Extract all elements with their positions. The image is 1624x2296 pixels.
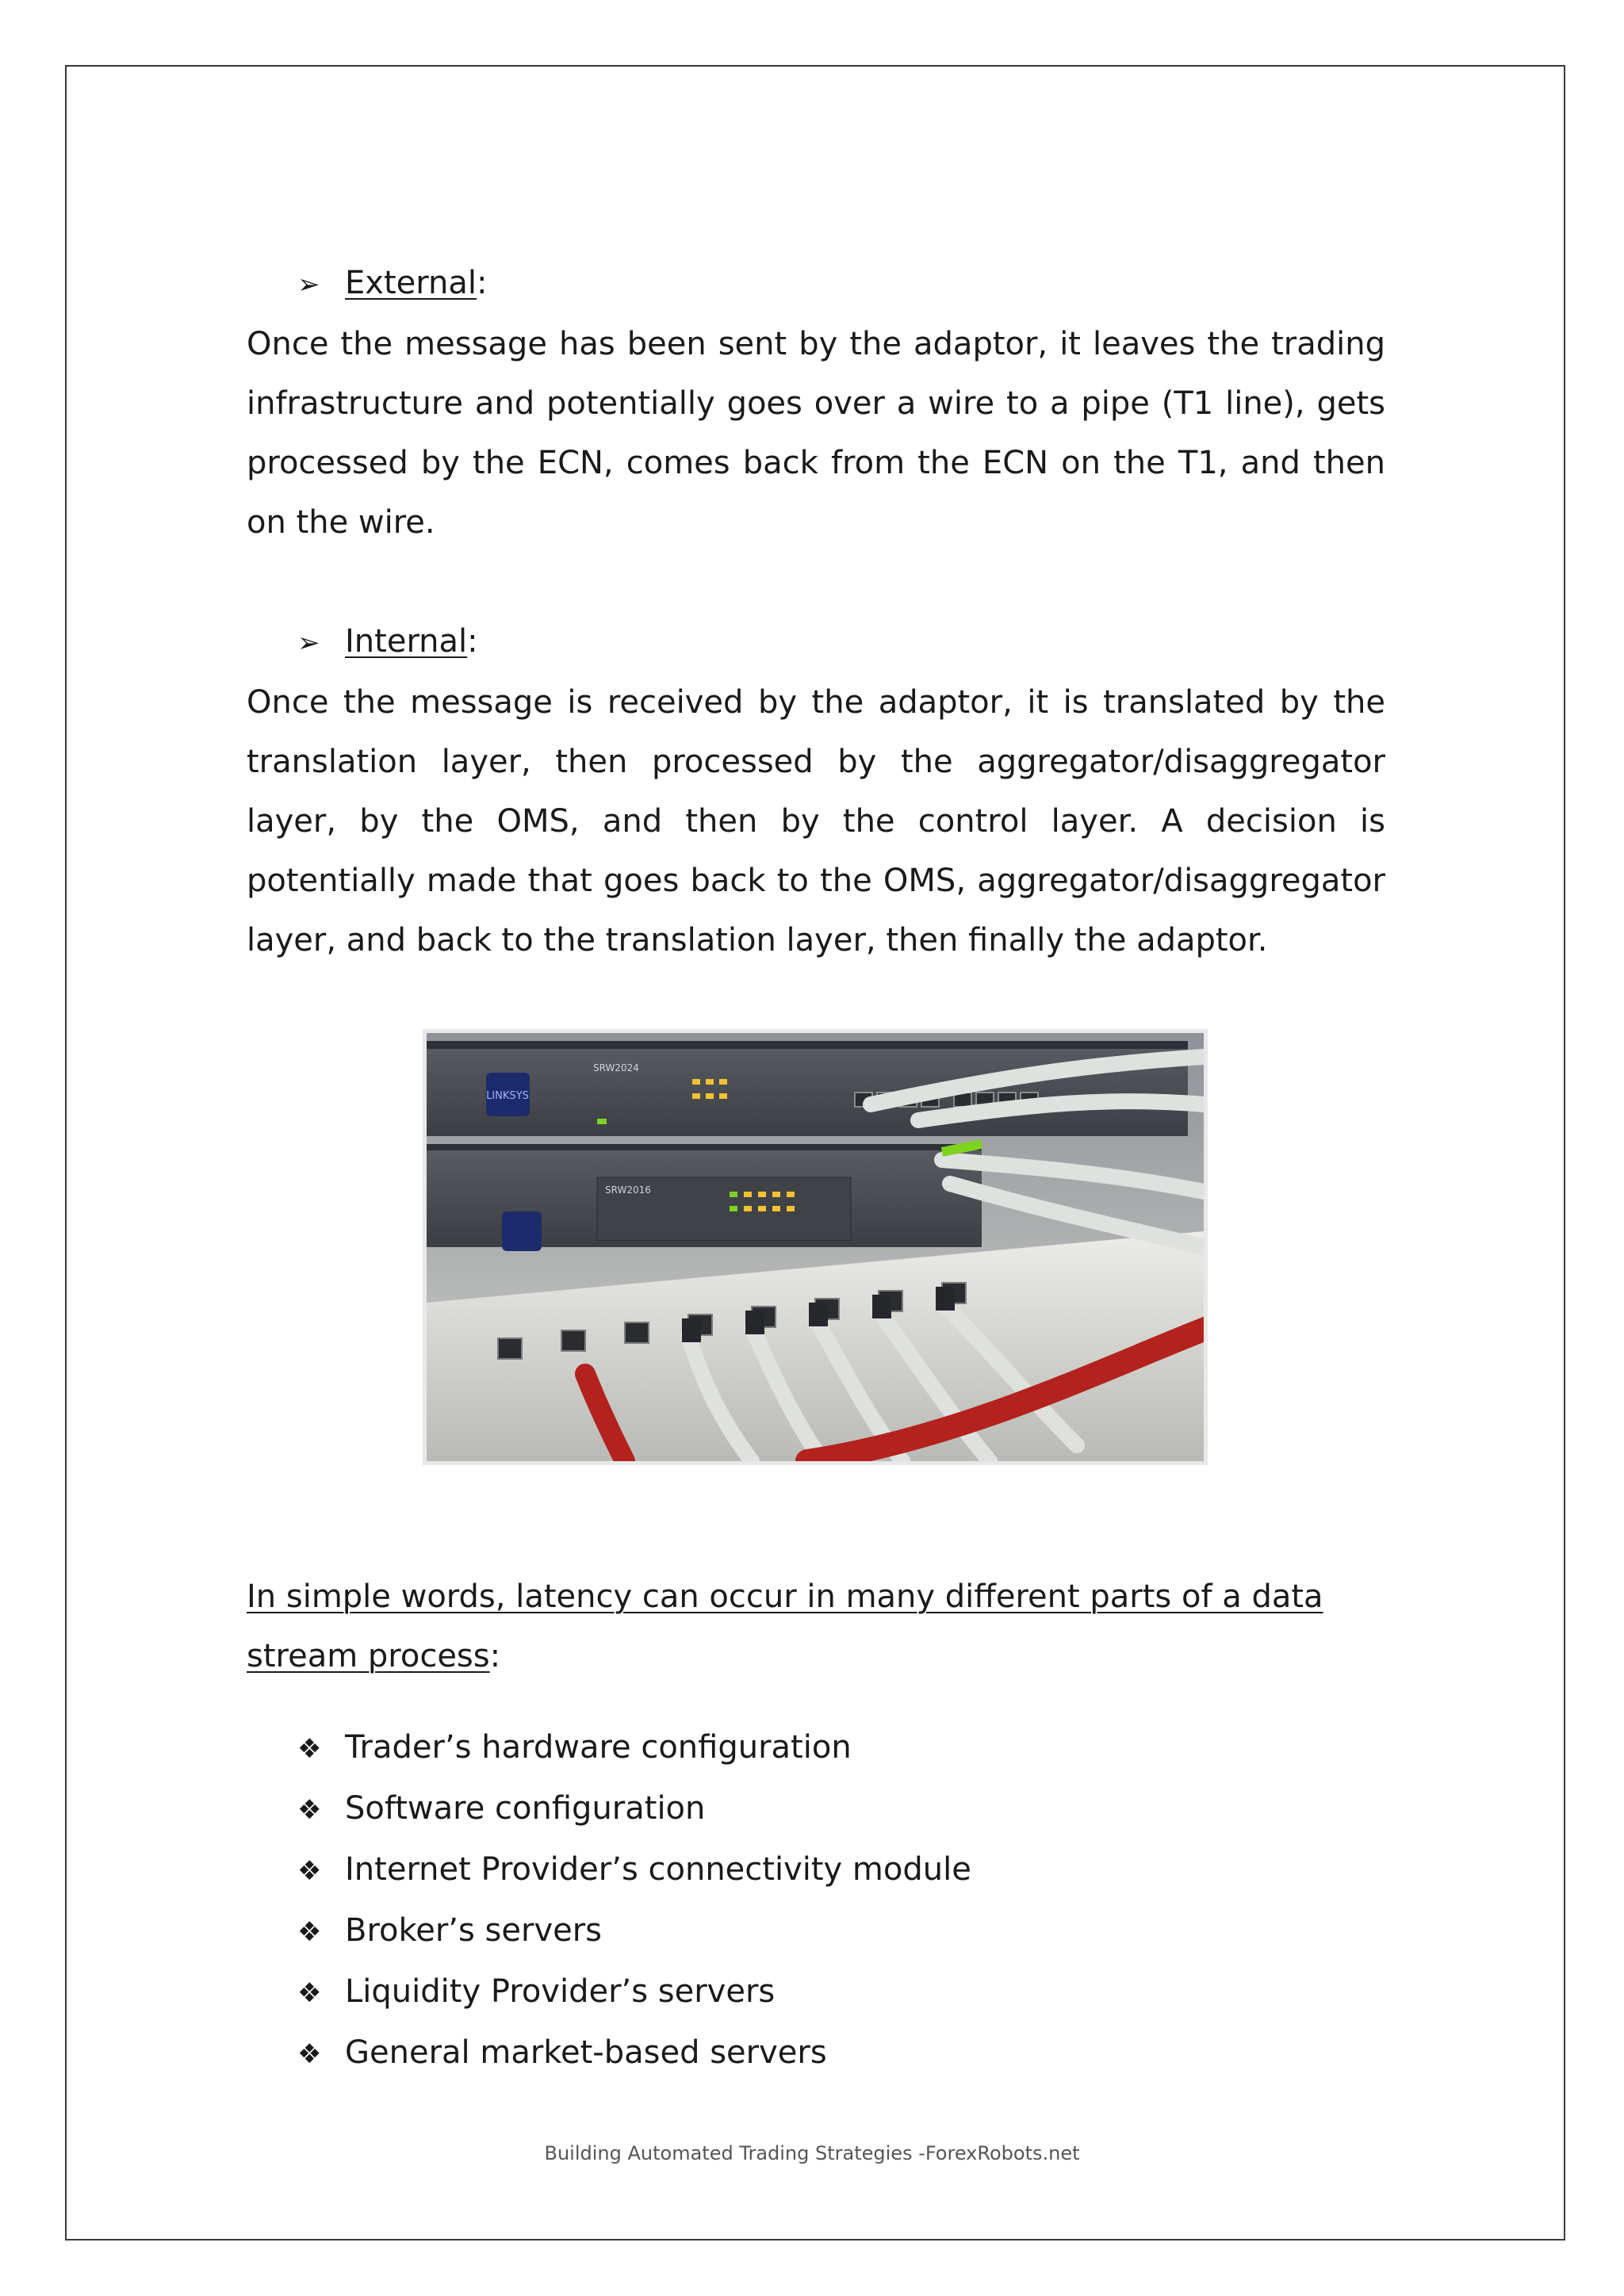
latency-sources-list (247, 1718, 1385, 2084)
diamond-bullet-icon: ❖ (297, 1733, 322, 1765)
section-heading-external: ➢ External: (247, 254, 1385, 315)
arrow-bullet-icon: ➢ (297, 269, 320, 300)
section-body-external: Once the message has been sent by the adaptor, it leaves the trading infrastructure and potentially goes over a wire to a pipe (T1 line), gets processed by the ECN, comes back from the ECN on the T1, and then on the wire. (247, 326, 1385, 541)
diamond-bullet-icon: ❖ (297, 1916, 322, 1948)
logo-text: LINKSYS (486, 1090, 529, 1102)
main-content (247, 254, 1385, 970)
summary-lead: In simple words, latency can occur in many different parts of a data stream process: (247, 1578, 1323, 1674)
page-footer: Building Automated Trading Strategies -ForexRobots.net (544, 2142, 1080, 2164)
network-switch-photo (423, 1029, 1208, 1465)
heading-text: Internal (345, 623, 468, 660)
section-heading-internal: ➢ Internal: (247, 612, 1385, 673)
list-item: ❖ Software configuration (247, 1779, 1385, 1840)
switch-model-bottom-label: SRW2016 (605, 1184, 651, 1196)
list-item: ❖ Liquidity Provider’s servers (247, 1962, 1385, 2023)
section-body-internal: Once the message is received by the adaptor, it is translated by the translation layer, then processed by the aggregator/disaggregator layer, by the OMS, and then by the control layer. A decision is potentially made that goes back to the OMS, aggregator/disaggregator layer, and back to the translation layer, then finally the adaptor. (247, 684, 1385, 959)
diamond-bullet-icon: ❖ (297, 1794, 322, 1826)
summary-section (247, 1536, 1385, 2084)
list-item: ❖ Trader’s hardware configuration (247, 1718, 1385, 1779)
diamond-bullet-icon: ❖ (297, 1855, 322, 1887)
list-item: ❖ Internet Provider’s connectivity module (247, 1840, 1385, 1901)
heading-text: External (345, 265, 477, 301)
diamond-bullet-icon: ❖ (297, 2038, 322, 2070)
list-item: ❖ Broker’s servers (247, 1901, 1385, 1962)
arrow-bullet-icon: ➢ (297, 627, 320, 659)
diamond-bullet-icon: ❖ (297, 1977, 322, 2009)
list-item: ❖ General market-based servers (247, 2023, 1385, 2084)
switch-model-top: SRW2024 (593, 1062, 639, 1073)
